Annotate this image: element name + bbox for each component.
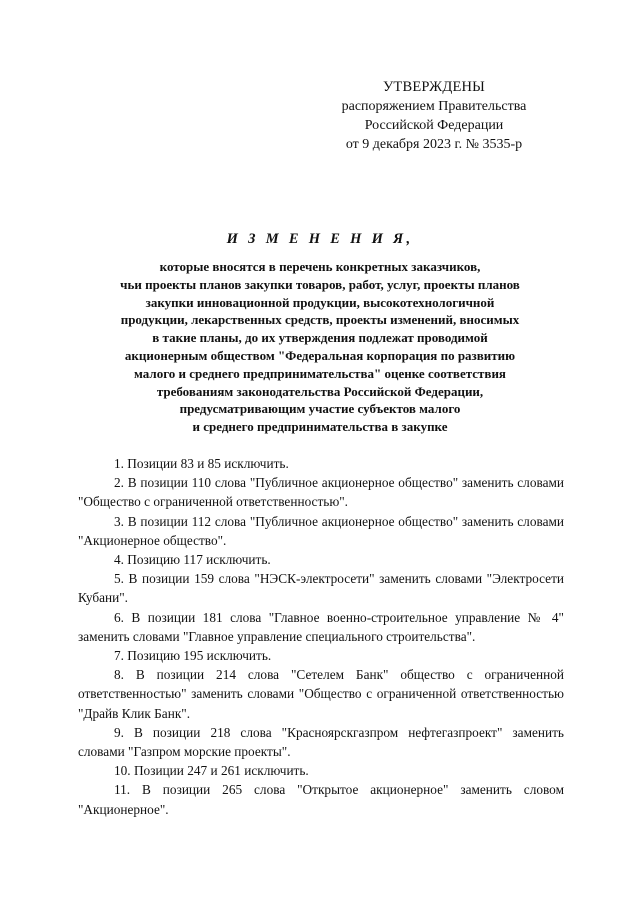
amendment-item: 7. Позицию 195 исключить.	[114, 648, 272, 664]
amendment-item: 9. В позиции 218 слова "Красноярскгазпром нефтегазпроект" заменить словами "Газпром морские проекты".	[78, 724, 564, 760]
document-title: И З М Е Н Е Н И Я,	[226, 231, 414, 247]
document-subtitle: которые вносятся в перечень конкретных заказчиков, чьи проекты планов закупки товаров, работ, услуг, проекты планов закупки инновационной продукции, высокотехнологичной продукции, лекарственных средств, проекты изменений, вносимых в такие планы, до их утверждения подлежат проводимой акционерным обществом "Федеральная корпорация по развитию малого и среднего предпринимательства" оценке соответствия требованиям законодательства Российской Федерации, предусматривающим участие субъектов малого и среднего предпринимательства в закупке	[120, 259, 520, 435]
amendment-item: 8. В позиции 214 слова "Сетелем Банк" общество с ограниченной ответственностью" заменить словами "Общество с ограниченной ответственностью "Драйв Клик Банк".	[78, 667, 564, 721]
amendment-item: 6. В позиции 181 слова "Главное военно-строительное управление № 4" заменить словами "Главное управление специального строительства".	[78, 609, 564, 644]
amendment-list	[78, 454, 564, 819]
amendment-item: 10. Позиции 247 и 261 исключить.	[114, 763, 309, 779]
approval-line-3: от 9 декабря 2023 г. № 3535-р	[345, 137, 523, 152]
amendment-item: 11. В позиции 265 слова "Открытое акционерное" заменить словом "Акционерное".	[78, 782, 564, 817]
approval-line-1: распоряжением Правительства	[341, 99, 527, 114]
amendment-item: 2. В позиции 110 слова "Публичное акционерное общество" заменить словами "Общество с ограниченной ответственностью".	[78, 475, 564, 510]
amendment-item: 4. Позицию 117 исключить.	[114, 552, 271, 568]
amendment-item: 3. В позиции 112 слова "Публичное акционерное общество" заменить словами "Акционерное общество".	[78, 513, 564, 548]
approval-block	[330, 78, 538, 154]
amendment-item: 1. Позиции 83 и 85 исключить.	[114, 456, 289, 471]
amendment-item: 5. В позиции 159 слова "НЭСК-электросети" заменить словами "Электросети Кубани".	[78, 571, 564, 606]
approval-line-2: Российской Федерации	[364, 118, 504, 133]
approval-title: УТВЕРЖДЕНЫ	[382, 79, 486, 95]
document-heading	[72, 230, 568, 436]
